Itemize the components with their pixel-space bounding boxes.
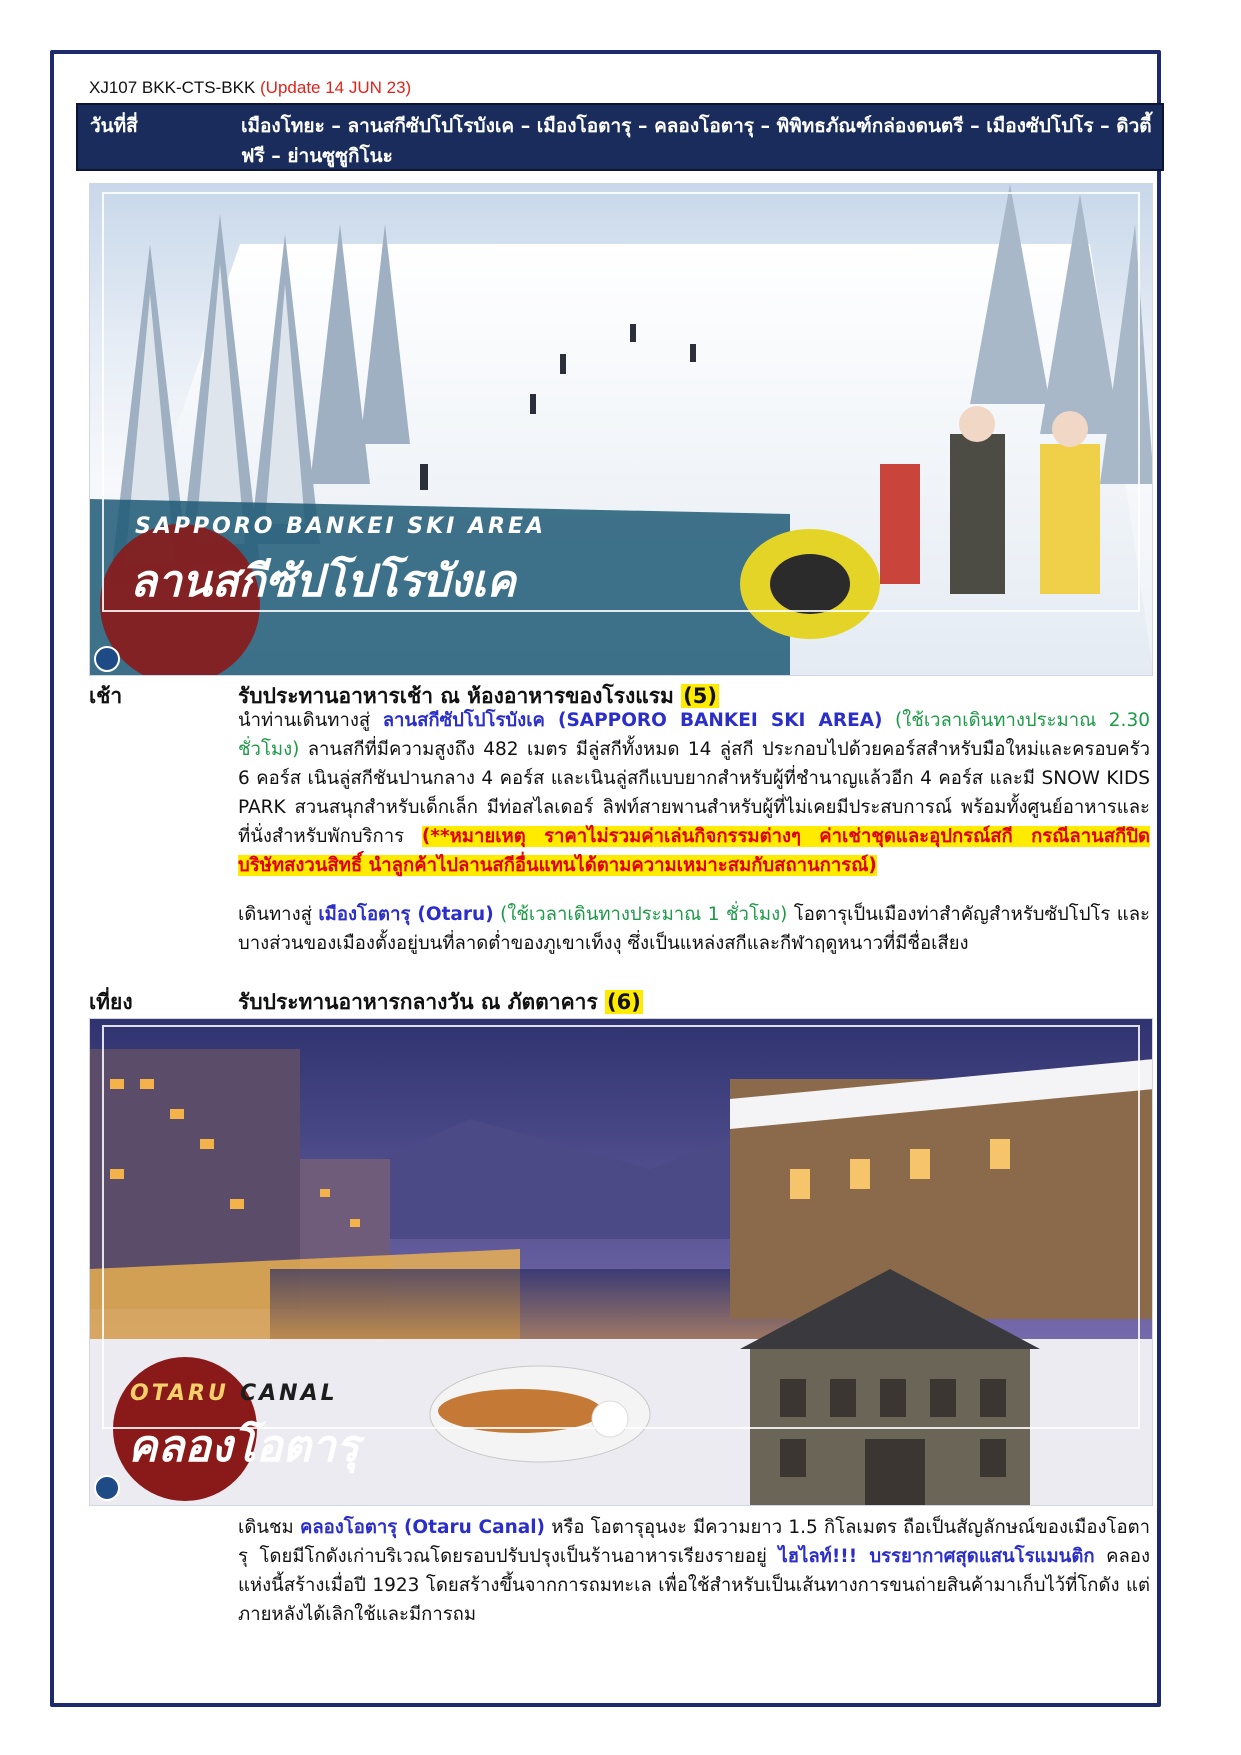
- otaru-description: โอตารุเป็นเมืองท่าสำคัญสำหรับซัปโปโร และบางส่วนของเมืองตั้งอยู่บนที่ลาดต่ำของภูเขาเท็งงุ ซึ่งเป็นแหล่งสกีและกีฬาฤดูหนาวที่มีชื่อเสียง: [238, 904, 1150, 954]
- otaru-paragraph: [238, 900, 1150, 958]
- canal-highlight: ไฮไลท์!!! บรรยากาศสุดแสนโรแมนติก: [778, 1546, 1095, 1567]
- ski-area-paragraph: [238, 706, 1150, 880]
- lunch-label: เที่ยง: [89, 990, 133, 1014]
- day-banner: [76, 103, 1164, 171]
- ski-area-english-title: SAPPORO BANKEI SKI AREA: [135, 514, 547, 539]
- ski-area-thai-title: ลานสกีซัปโปโรบังเค: [130, 556, 516, 607]
- day-label: วันที่สี่: [90, 115, 138, 137]
- canal-english-title-part1: OTARU: [130, 1381, 229, 1406]
- canal-place-name: คลองโอตารุ (Otaru Canal): [299, 1517, 546, 1538]
- breakfast-label: เช้า: [89, 684, 123, 708]
- ski-travel-duration: (ใช้เวลาเดินทางประมาณ 2.30 ชั่วโมง): [238, 710, 1150, 760]
- otaru-travel-duration: (ใช้เวลาเดินทางประมาณ 1 ชั่วโมง): [493, 904, 788, 925]
- lunch-text: รับประทานอาหารกลางวัน ณ ภัตตาคาร: [238, 990, 598, 1014]
- ski-remark: (**หมายเหตุ ราคาไม่รวมค่าเล่นกิจกรรมต่างๆ ค่าเช่าชุดและอุปกรณ์สกี กรณีลานสกีปิด บริษัทสงวนสิทธิ์ นำลูกค้าไปลานสกีอื่นแทนได้ตามความเหมาะสมกับสถานการณ์): [238, 826, 1150, 876]
- ski-intro: นำท่านเดินทางสู่: [238, 710, 383, 731]
- canal-thai-title: คลองโอตารุ: [128, 1421, 360, 1472]
- tour-code: XJ107 BKK-CTS-BKK: [89, 78, 256, 97]
- ski-area-photo: [89, 183, 1153, 676]
- canal-intro: เดินชม: [238, 1517, 300, 1538]
- otaru-intro: เดินทางสู่: [238, 904, 319, 925]
- breakfast-meal-number: (5): [683, 684, 717, 708]
- photo-frame-line: [102, 1025, 1140, 1429]
- breakfast-text: รับประทานอาหารเช้า ณ ห้องอาหารของโรงแรม: [238, 684, 674, 708]
- logo-badge: [94, 646, 120, 672]
- canal-description-2: คลองแห่งนี้สร้างเมื่อปี 1923 โดยสร้างขึ้นจากการถมทะเล เพื่อใช้สำหรับเป็นเส้นทางการขนถ่ายสินค้ามาเก็บไว้ที่โกดัง แต่ภายหลังได้เลิกใช้และมีการถม: [238, 1546, 1150, 1625]
- document-code: [89, 78, 411, 98]
- otaru-canal-photo: [89, 1018, 1153, 1506]
- day-itinerary-title: เมืองโทยะ – ลานสกีซัปโปโรบังเค – เมืองโอตารุ – คลองโอตารุ – พิพิทธภัณฑ์กล่องดนตรี – เมืองซัปโปโร – ดิวตี้ฟรี – ย่านซูซูกิโนะ: [241, 115, 1152, 167]
- otaru-canal-paragraph: [238, 1513, 1150, 1629]
- lunch-line: [238, 986, 643, 1019]
- canal-english-title-part2: CANAL: [240, 1381, 338, 1406]
- lunch-meal-number: (6): [607, 990, 641, 1014]
- otaru-place-name: เมืองโอตารุ (Otaru): [318, 904, 494, 925]
- update-note: (Update 14 JUN 23): [260, 78, 412, 97]
- logo-badge: [94, 1475, 120, 1501]
- canal-description-1: หรือ โอตารุอุนงะ มีความยาว 1.5 กิโลเมตร ถือเป็นสัญลักษณ์ของเมืองโอตารุ โดยมีโกดังเก่าบริเวณโดยรอบปรับปรุงเป็นร้านอาหารเรียงรายอยู่: [238, 1517, 1150, 1567]
- ski-place-name: ลานสกีซัปโปโรบังเค (SAPPORO BANKEI SKI AREA): [382, 710, 883, 731]
- ski-description: ลานสกีที่มีความสูงถึง 482 เมตร มีลู่สกีทั้งหมด 14 ลู่สกี ประกอบไปด้วยคอร์สสำหรับมือใหม่และครอบครัว 6 คอร์ส เนินลู่สกีชันปานกลาง 4 คอร์ส และเนินลู่สกีแบบยากสำหรับผู้ที่ชำนาญแล้วอีก 4 คอร์ส และมี SNOW KIDS PARK สวนสนุกสำหรับเด็กเล็ก มีท่อสไลเดอร์ ลิฟท์สายพานสำหรับผู้ที่ไม่เคยมีประสบการณ์ พร้อมทั้งศูนย์อาหารและที่นั่งสำหรับพักบริการ: [238, 739, 1150, 847]
